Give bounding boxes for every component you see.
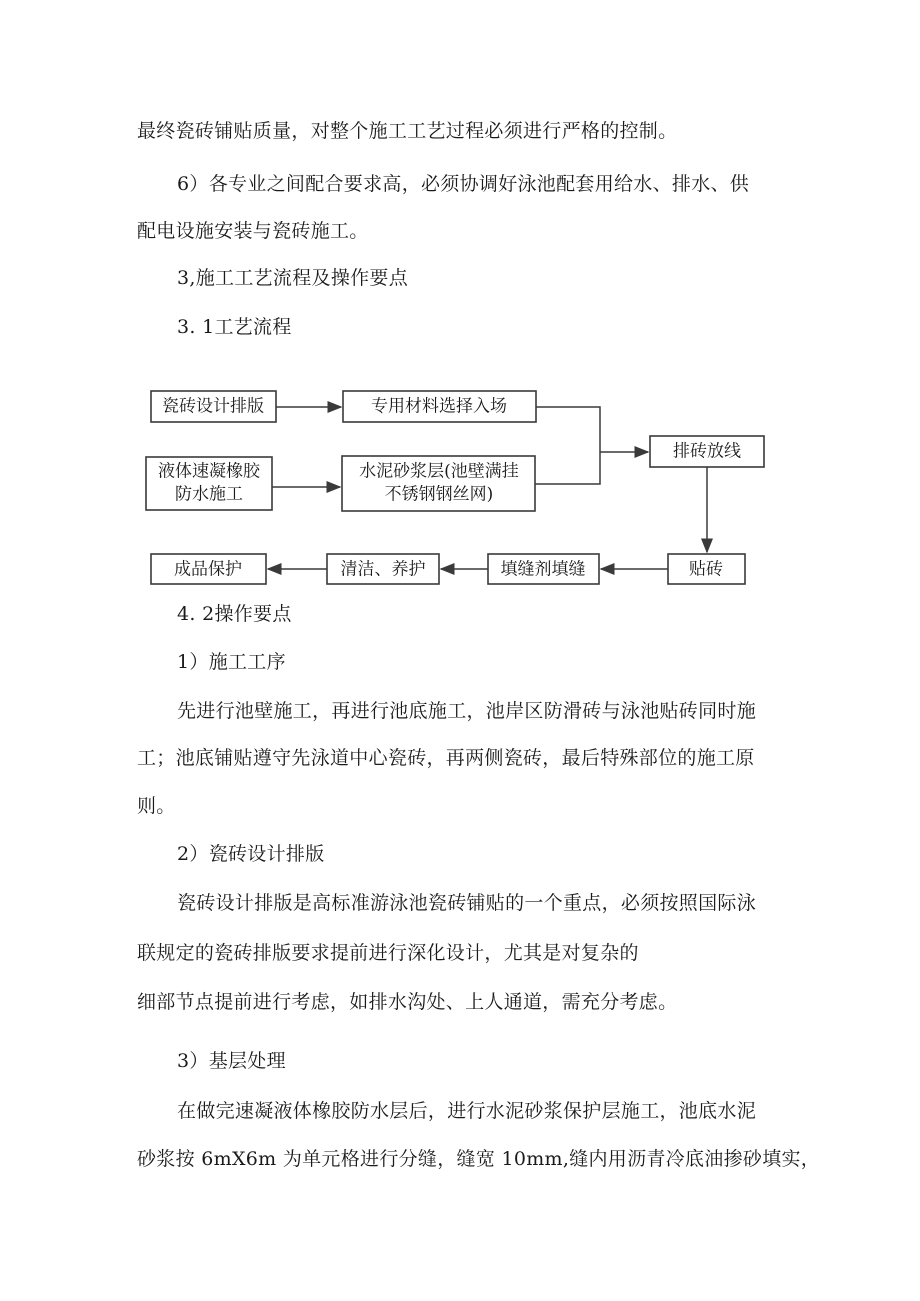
paragraph-line: 6）各专业之间配合要求高，必须协调好泳池配套用给水、排水、供: [177, 173, 750, 195]
paragraph-line: 砂浆按 6mX6m 为单元格进行分缝，缝宽 10mm,缝内用沥青冷底油掺砂填实，: [137, 1148, 821, 1170]
flow-box-protection: [151, 554, 266, 584]
flow-box-setting-out: [650, 436, 764, 467]
paragraph-line: 细部节点提前进行考虑，如排水沟处、上人通道，需充分考虑。: [137, 991, 678, 1013]
flow-box-label: 水泥砂浆层(池壁满挂: [359, 461, 519, 482]
flow-box-label: 瓷砖设计排版: [162, 396, 264, 417]
item-heading: 2）瓷砖设计排版: [177, 843, 325, 865]
flow-box-tile-layout-design: [151, 391, 276, 422]
flow-box-label: 清洁、养护: [340, 559, 426, 580]
flow-box-cleaning-curing: [327, 554, 439, 584]
item-heading: 3）基层处理: [177, 1050, 286, 1072]
item-heading: 1）施工工序: [177, 651, 286, 673]
paragraph-line: 瓷砖设计排版是高标准游泳池瓷砖铺贴的一个重点，必须按照国际泳: [177, 892, 757, 914]
flow-box-waterproofing: [146, 457, 272, 510]
paragraph-line: 先进行池壁施工，再进行池底施工，池岸区防滑砖与泳池贴砖同时施: [177, 700, 757, 722]
flow-box-label: 排砖放线: [673, 441, 741, 462]
process-flowchart: [0, 0, 920, 600]
merge-bracket: [535, 407, 600, 484]
flow-box-label: 不锈钢钢丝网): [384, 484, 494, 505]
paragraph-line: 则。: [137, 795, 176, 817]
flow-box-label: 贴砖: [689, 559, 723, 580]
flow-box-material-selection: [343, 391, 536, 422]
flow-box-label: 专用材料选择入场: [371, 396, 507, 417]
paragraph-line: 工；池底铺贴遵守先泳道中心瓷砖，再两侧瓷砖，最后特殊部位的施工原: [137, 747, 755, 769]
subsection-heading: 3. 1工艺流程: [177, 316, 292, 338]
paragraph-line: 配电设施安装与瓷砖施工。: [137, 220, 369, 242]
subsection-heading: 4. 2操作要点: [177, 603, 292, 625]
flow-box-tiling: [668, 554, 745, 584]
paragraph-line: 最终瓷砖铺贴质量，对整个施工工艺过程必须进行严格的控制。: [137, 120, 678, 142]
flow-box-mortar-layer: [342, 456, 535, 511]
paragraph-line: 在做完速凝液体橡胶防水层后，进行水泥砂浆保护层施工，池底水泥: [177, 1100, 757, 1122]
flow-box-label: 填缝剂填缝: [500, 559, 586, 580]
flow-box-label: 成品保护: [174, 559, 242, 580]
flow-box-label: 防水施工: [175, 484, 243, 505]
flow-box-grouting: [488, 554, 599, 584]
section-heading: 3,施工工艺流程及操作要点: [177, 267, 409, 289]
paragraph-line: 联规定的瓷砖排版要求提前进行深化设计，尤其是对复杂的: [137, 942, 639, 964]
flow-box-label: 液体速凝橡胶: [158, 461, 260, 482]
